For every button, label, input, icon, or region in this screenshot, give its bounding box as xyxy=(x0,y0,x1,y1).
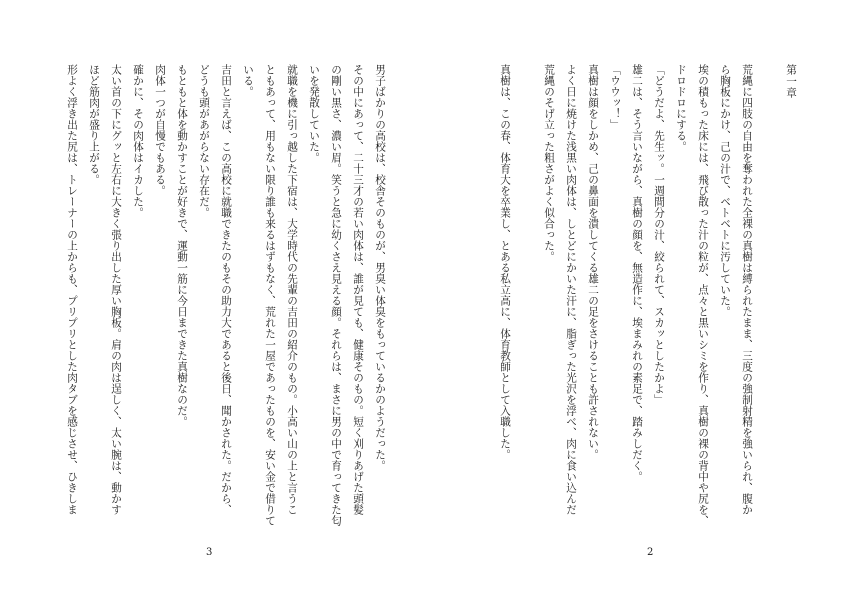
text-column: 真樹は顔をしかめ、己の鼻面を潰してくる雄二の足をさけることも許されない。 xyxy=(587,64,599,460)
text-column: いを発散していた。 xyxy=(308,64,320,163)
text-column: 就職を機に引っ越した下宿は、大学時代の先輩の吉田の紹介のもの。小高い山の上と言うこ xyxy=(286,64,298,515)
text-column: 形よく浮き出た尻は、トレーナーの上からも、プリプリとした肉タブを感じさせ、ひきしま xyxy=(66,64,78,515)
blank-column xyxy=(758,64,780,524)
text-column: もともと体を動かすことが好きで、運動一筋に今日まできた真樹なのだ。 xyxy=(176,64,188,427)
text-column: 荒縄のそげ立った粗さがよく似合った。 xyxy=(543,64,555,262)
text-column: その中にあって、二十三才の若い肉体は、誰が見ても、健康そのもの。短く刈りあげた頭髪 xyxy=(352,64,364,515)
text-column: 吉田と言えば、この高校に就職できたのもその助力大であると後日、聞かされた。だから、 xyxy=(220,64,232,515)
text-column: の剛い黒さ、濃い眉。笑うと急に幼くさえ見える顔。それらは、まさに男の中で育ってきた匂 xyxy=(330,64,342,526)
page-3-body xyxy=(66,64,391,526)
text-column: 男子ばかりの高校は、校舎そのものが、男臭い体臭をもっているかのようだった。 xyxy=(374,64,386,471)
text-column: ともあって、用もない限り誰も来るはずもなく、荒れた一屋であったものを、安い金で借りて xyxy=(264,64,276,526)
text-column: 「どうだよ、先生ッ。一週間分の汁、絞られて、スカッとしたかよ」 xyxy=(653,64,665,405)
text-column: 「ウウッ！」 xyxy=(609,64,621,130)
text-column: ら胸板にかけ、己の汁で、ベトベトに汚していた。 xyxy=(719,64,731,317)
text-column: ほど筋肉が盛り上がる。 xyxy=(88,64,100,185)
text-column: 埃の積もった床には、飛び散った汁の粒が、点々と黒いシミを作り、真樹の裸の背中や尻を、 xyxy=(697,64,709,526)
page-2 xyxy=(425,0,850,600)
page-number: 2 xyxy=(647,547,654,558)
page-2-body xyxy=(496,64,802,524)
text-column: 太い首の下にグッと左右に大きく張り出した厚い胸板。肩の肉は逞しく、太い腕は、動かす xyxy=(110,64,122,515)
page-number: 3 xyxy=(206,547,213,558)
blank-column xyxy=(516,64,538,524)
text-column: 確かに、その肉体はイカした。 xyxy=(132,64,144,218)
text-column: よく日に焼けた浅黒い肉体は、しとどにかいた汗に、脂ぎった光沢を浮べ、肉に食い込んだ xyxy=(565,64,577,515)
chapter-title: 第一章 xyxy=(785,64,797,99)
text-column: いる。 xyxy=(242,64,254,97)
text-column: 荒縄に四肢の自由を奪われた全裸の真樹は縛られたまま、三度の強制射精を強いられ、腹か xyxy=(741,64,753,515)
text-column: 雄二は、そう言いながら、真樹の顔を、無造作に、埃まみれの素足で、踏みしだく。 xyxy=(631,64,643,482)
text-column: 真樹は、この春、体育大を卒業し、とある私立高に、体育教師として入職した。 xyxy=(499,64,511,460)
text-column: ドロドロにする。 xyxy=(675,64,687,152)
text-column: どうも頭があがらない存在だ。 xyxy=(198,64,210,218)
text-column: 肉体一つが自慢でもある。 xyxy=(154,64,166,196)
